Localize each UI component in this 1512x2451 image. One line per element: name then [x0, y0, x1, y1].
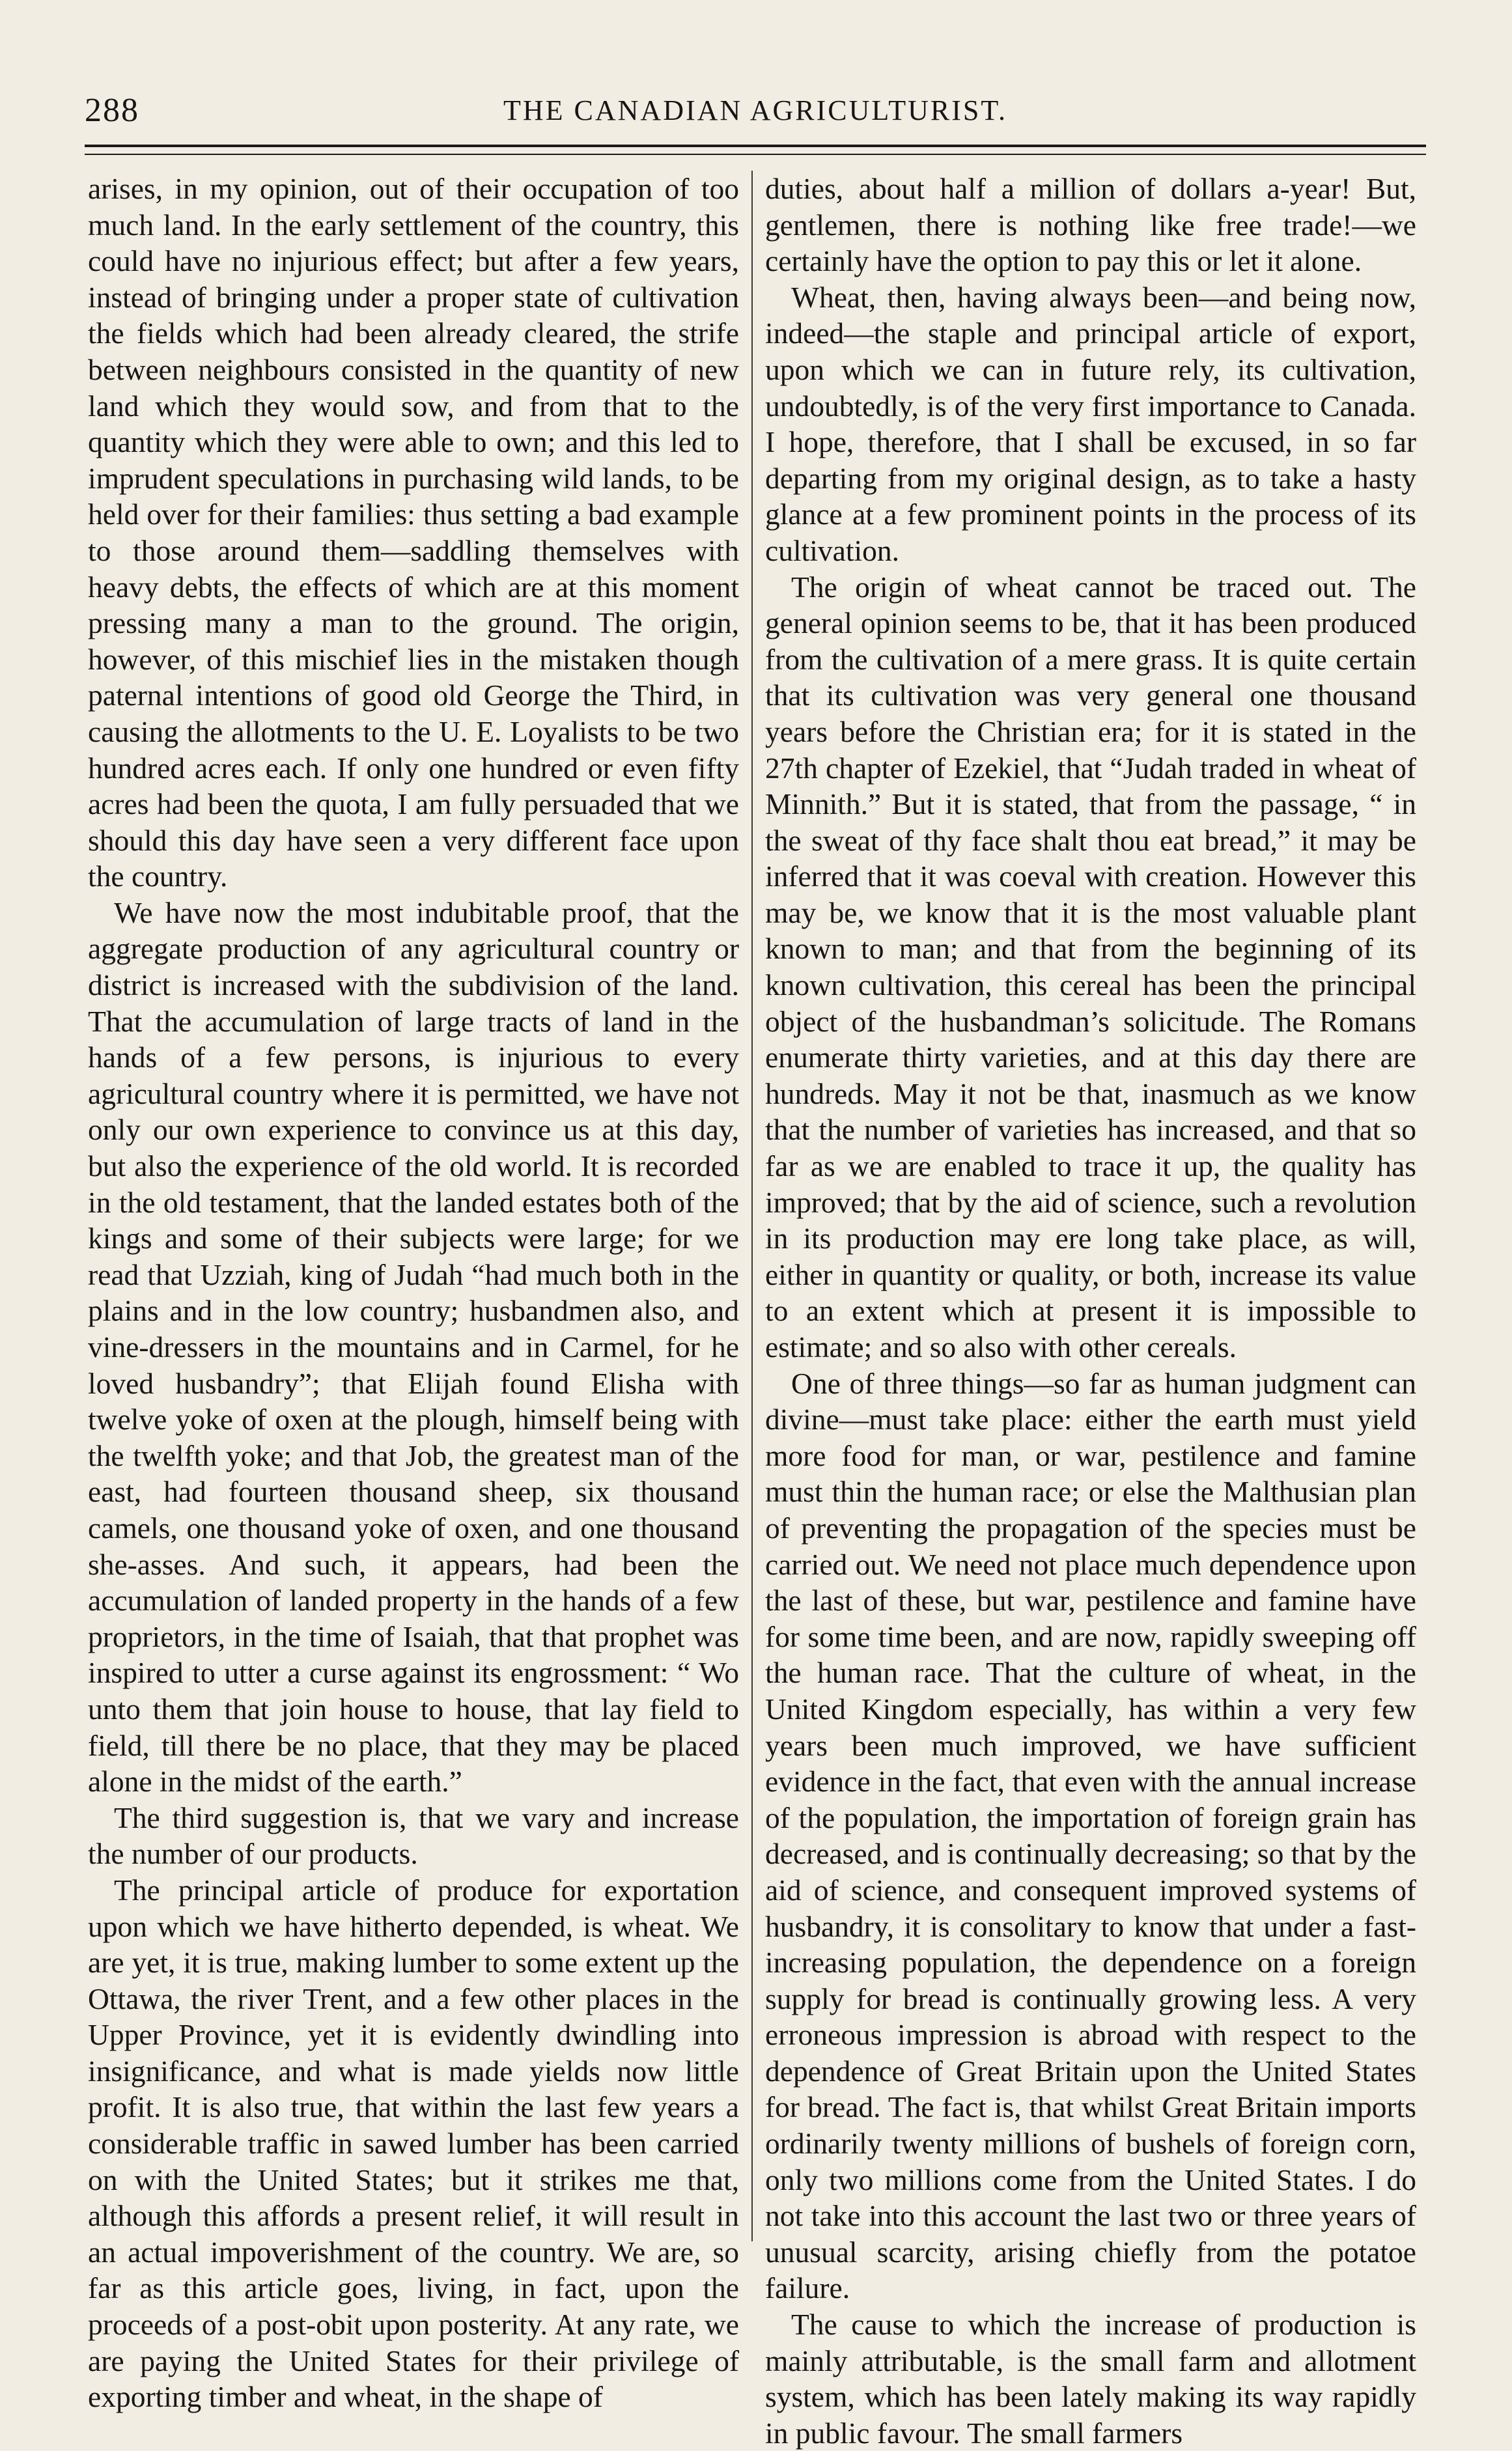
left-paragraph-2: We have now the most indubitable proof, that the aggregate production of any agricultural country or district is increased with the subdivision of the land. That the accumulation of large tracts of land in the hands of a few persons, is injurious to every agricultural country where it is permitted, we have not only our own experience to convince us at this day, but also the experience of the old world. It is recorded in the old testament, that the landed estates both of the kings and some of their subjects were large; for we read that Uzziah, king of Judah “had much both in the plains and in the low country; husbandmen also, and vine-dressers in the mountains and in Carmel, for he loved husbandry”; that Elijah found Elisha with twelve yoke of oxen at the plough, himself being with the twelfth yoke; and that Job, the greatest man of the east, had fourteen thousand sheep, six thousand camels, one thousand yoke of oxen, and one thousand she-asses. And such, it appears, had been the accumulation of landed property in the hands of a few proprietors, in the time of Isaiah, that that prophet was inspired to utter a curse against its engrossment: “ Wo unto them that join house to house, that lay field to field, till there be no place, that they may be placed alone in the midst of the earth.” [88, 895, 739, 1799]
left-paragraph-3: The third suggestion is, that we vary and increase the number of our products. [88, 1800, 739, 1871]
right-paragraph-3: The origin of wheat cannot be traced out. The general opinion seems to be, that it has been produced from the cultivation of a mere grass. It is quite certain that its cultivation was very general one thousand years before the Christian era; for it is stated in the 27th chapter of Ezekiel, that “Judah traded in wheat of Minnith.” But it is stated, that from the passage, “ in the sweat of thy face shalt thou eat bread,” it may be inferred that it was coeval with creation. However this may be, we know that it is the most valuable plant known to man; and that from the beginning of its known cultivation, this cereal has been the principal object of the husbandman’s solicitude. The Romans enumerate thirty varieties, and at this day there are hundreds. May it not be that, inasmuch as we know that the number of varieties has increased, and that so far as we are enabled to trace it up, the quality has improved; that by the aid of science, such a revolution in its production may ere long take place, as will, either in quantity or quality, or both, increase its value to an extent which at present it is impossible to estimate; and so also with other cereals. [765, 570, 1416, 1364]
header-rule-thin [85, 154, 1426, 155]
left-paragraph-1: arises, in my opinion, out of their occupation of too much land. In the early settlement of the country, this could have no injurious effect; but after a few years, instead of bringing under a proper state of cultivation the fields which had been already cleared, the strife between neighbours consisted in the quantity of new land which they would sow, and from that to the quantity which they were able to own; and this led to imprudent speculations in purchasing wild lands, to be held over for their families: thus setting a bad example to those around them—saddling themselves with heavy debts, the effects of which are at this moment pressing many a man to the ground. The origin, however, of this mischief lies in the mistaken though paternal intentions of good old George the Third, in causing the allotments to the U. E. Loyalists to be two hundred acres each. If only one hundred or even fifty acres had been the quota, I am fully persuaded that we should this day have seen a very different face upon the country. [88, 172, 739, 893]
column-divider [751, 171, 753, 2241]
right-paragraph-2: Wheat, then, having always been—and being now, indeed—the staple and principal article of export, upon which we can in future rely, its cultivation, undoubtedly, is of the very first importance to Canada. I hope, therefore, that I shall be excused, in so far departing from my original design, as to take a hasty glance at a few prominent points in the process of its cultivation. [765, 280, 1416, 567]
page-number: 288 [85, 92, 139, 129]
left-paragraph-4: The principal article of produce for exportation upon which we have hitherto depended, is wheat. We are yet, it is true, making lumber to some extent up the Ottawa, the river Trent, and a few other places in the Upper Province, yet it is evidently dwindling into insignificance, and what is made yields now little profit. It is also true, that within the last few years a considerable traffic in sawed lumber has been carried on with the United States; but it strikes me that, although this affords a present relief, it will result in an actual impoverishment of the country. We are, so far as this article goes, living, in fact, upon the proceeds of a post-obit upon posterity. At any rate, we are paying the United States for their privilege of exporting timber and wheat, in the shape of [88, 1873, 739, 2414]
right-paragraph-4: One of three things—so far as human judgment can divine—must take place: either the earth must yield more food for man, or war, pestilence and famine must thin the human race; or else the Malthusian plan of preventing the propagation of the species must be carried out. We need not place much dependence upon the last of these, but war, pestilence and famine have for some time been, and are now, rapidly sweeping off the human race. That the culture of wheat, in the United Kingdom especially, has within a very few years been much improved, we have sufficient evidence in the fact, that even with the annual increase of the population, the importation of foreign grain has decreased, and is continually decreasing; so that by the aid of science, and consequent improved systems of husbandry, it is consolitary to know that under a fast-increasing population, the dependence on a foreign supply for bread is continually growing less. A very erroneous impression is abroad with respect to the dependence of Great Britain upon the United States for bread. The fact is, that whilst Great Britain imports ordinarily twenty millions of bushels of foreign corn, only two millions come from the United States. I do not take into this account the last two or three years of unusual scarcity, arising chiefly from the potatoe failure. [765, 1366, 1416, 2305]
running-title: THE CANADIAN AGRICULTURIST. [503, 94, 1007, 126]
left-column [88, 171, 739, 2414]
right-paragraph-5: The cause to which the increase of production is mainly attributable, is the small farm and allotment system, which has been lately making its way rapidly in public favour. The small farmers [765, 2308, 1416, 2450]
page-header [85, 91, 1426, 137]
right-column [765, 171, 1416, 2450]
right-paragraph-1: duties, about half a million of dollars a-year! But, gentlemen, there is nothing like free trade!—we certainly have the option to pay this or let it alone. [765, 172, 1416, 278]
header-rule-thick [85, 145, 1426, 147]
